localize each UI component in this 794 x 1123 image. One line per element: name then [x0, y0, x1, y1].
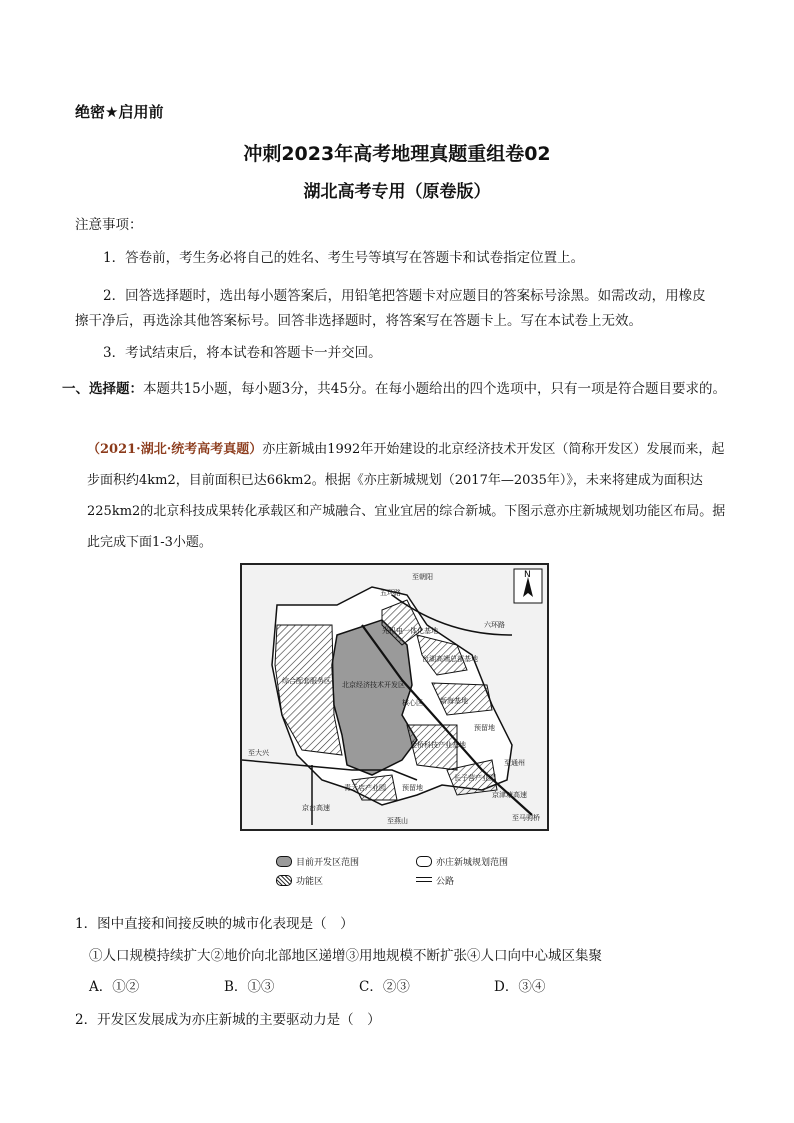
label-liuhuan: 六环路: [484, 621, 505, 629]
label-xinhai: 新海基地: [440, 697, 468, 705]
yizhuang-planning-map: [240, 563, 549, 831]
legend-plan-swatch: [416, 856, 432, 867]
notice-heading: 注意事项：: [75, 217, 143, 233]
exam-title: 冲刺2023年高考地理真题重组卷02: [243, 143, 551, 165]
notice-item-3: 3．考试结束后，将本试卷和答题卡一并交回。: [103, 345, 382, 361]
question-1: 1．图中直接和间接反映的城市化表现是（ ）: [75, 916, 354, 932]
legend-road-label: 公路: [436, 877, 455, 887]
label-yuliu2: 预留地: [402, 784, 423, 792]
label-zhimajuqiao: 至马驹桥: [512, 814, 540, 822]
label-jingjin: 京津塘高速: [492, 791, 527, 799]
north-label: N: [524, 570, 531, 580]
legend-function-label: 功能区: [296, 877, 324, 887]
question-1-choices: [89, 977, 649, 997]
choice-c[interactable]: C．②③: [359, 979, 410, 995]
label-yuliu: 预留地: [474, 724, 495, 732]
label-wuhuan: 五环路: [380, 589, 401, 597]
passage-text: 亦庄新城由1992年开始建设的北京经济技术开发区（简称开发区）发展而来，起步面积约4km2，目前面积已达66km2。根据《亦庄新城规划（2017年—2035年）》，未来将建成为面积达225km2的北京科技成果转化承载区和产城融合、宜业宜居的综合新城。下图示意亦庄新城规划功能区布局。据此完成下面1-3小题。: [87, 442, 726, 550]
question-2: 2．开发区发展成为亦庄新城的主要驱动力是（ ）: [75, 1012, 381, 1028]
passage-source: （2021·湖北·统考高考真题）: [87, 442, 263, 457]
label-qingyundian: 青云店产业园: [344, 784, 386, 792]
legend-road-swatch: [416, 877, 432, 882]
legend-current-swatch: [276, 856, 292, 867]
exam-subtitle: 湖北高考专用（原卷版）: [303, 182, 491, 202]
label-zonghe: 综合配套服务区: [282, 677, 331, 685]
section-1-instructions: [62, 374, 727, 405]
label-taihu: 台湖高端总部基地: [422, 655, 478, 663]
legend-plan-label: 亦庄新城规划范围: [436, 858, 509, 868]
label-zhichaoyang: 至朝阳: [412, 573, 433, 581]
reading-passage: [87, 434, 727, 558]
map-graphic: [242, 565, 547, 829]
legend-function-swatch: [276, 875, 292, 886]
label-jinqiao: 金桥科技产业基地: [410, 741, 466, 749]
notice-item-1: 1．答卷前，考生务必将自己的姓名、考生号等填写在答题卡和试卷指定位置上。: [103, 250, 585, 266]
label-zhidaxing: 至大兴: [248, 749, 269, 757]
label-zhitongzhou: 至通州: [504, 759, 525, 767]
notice-item-2: 2．回答选择题时，选出每小题答案后，用铅笔把答题卡对应题目的答案标号涂黑。如需改动，用橡皮: [103, 288, 706, 304]
choice-a[interactable]: A．①②: [89, 979, 140, 995]
legend-current-label: 目前开发区范围: [296, 858, 360, 868]
label-changzidian: 长子营产业园: [454, 774, 496, 782]
choice-d[interactable]: D．③④: [494, 979, 546, 995]
section-1-text: 本题共15小题，每小题3分，共45分。在每小题给出的四个选项中，只有一项是符合题目要求的。: [143, 381, 726, 397]
question-1-statements: ①人口规模持续扩大②地价向北部地区递增③用地规模不断扩张④人口向中心城区集聚: [89, 948, 602, 964]
zone-west: [275, 625, 342, 755]
confidential-label: 绝密★启用前: [75, 103, 164, 121]
label-guangji: 光机电一体化基地: [382, 627, 438, 635]
label-jingtai: 京台高速: [302, 804, 330, 812]
choice-b[interactable]: B．①③: [224, 979, 275, 995]
label-kaifaqu: 北京经济技术开发区: [342, 681, 405, 689]
label-hexin: 核心区: [402, 699, 423, 707]
section-1-label: 一、选择题：: [62, 381, 143, 397]
label-zhiyanshan: 至燕山: [387, 817, 408, 825]
notice-item-2-cont: 擦干净后，再选涂其他答案标号。回答非选择题时，将答案写在答题卡上。写在本试卷上无效。: [75, 313, 642, 329]
